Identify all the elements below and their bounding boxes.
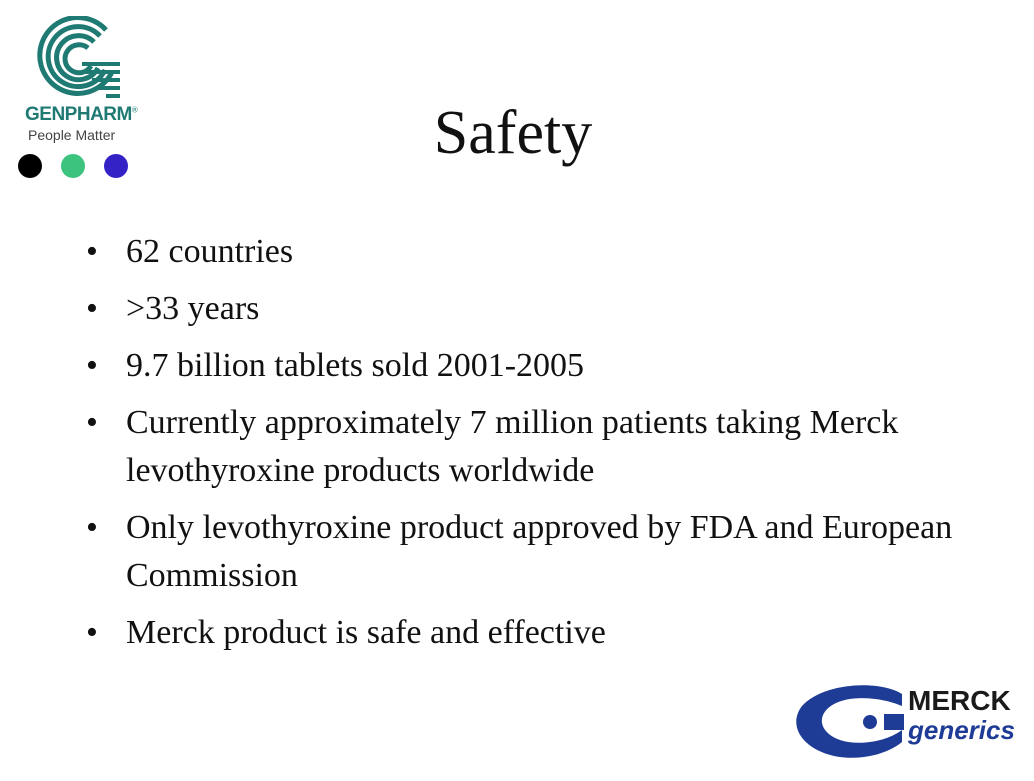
slide-title: Safety	[433, 99, 593, 167]
bullet-item: • 62 countries	[86, 228, 986, 276]
bullet-mark: •	[86, 347, 98, 384]
merck-logo	[794, 684, 1022, 758]
bullet-mark: •	[86, 509, 98, 546]
bullet-item: • >33 years	[86, 285, 986, 333]
bullet-mark: •	[86, 614, 98, 651]
bullet-mark: •	[86, 404, 98, 441]
genpharm-name: GENPHARM®	[25, 104, 138, 125]
genpharm-g-mark-icon	[36, 16, 124, 102]
bullet-list	[86, 228, 986, 666]
merck-wordmark	[908, 686, 1015, 744]
merck-swoosh-icon	[794, 684, 906, 758]
bullet-item: • 9.7 billion tablets sold 2001-2005	[86, 342, 986, 390]
genpharm-tagline: People Matter	[28, 127, 116, 143]
bullet-item: • Currently approximately 7 million patients taking Merck levothyroxine products worldwide	[86, 399, 986, 495]
bullet-mark: •	[86, 233, 98, 270]
bullet-mark: •	[86, 290, 98, 327]
generics-word: generics	[908, 715, 1015, 745]
merck-word: MERCK	[908, 685, 1011, 716]
bullet-item: • Merck product is safe and effective	[86, 609, 986, 657]
bullet-item: • Only levothyroxine product approved by FDA and European Commission	[86, 504, 986, 600]
